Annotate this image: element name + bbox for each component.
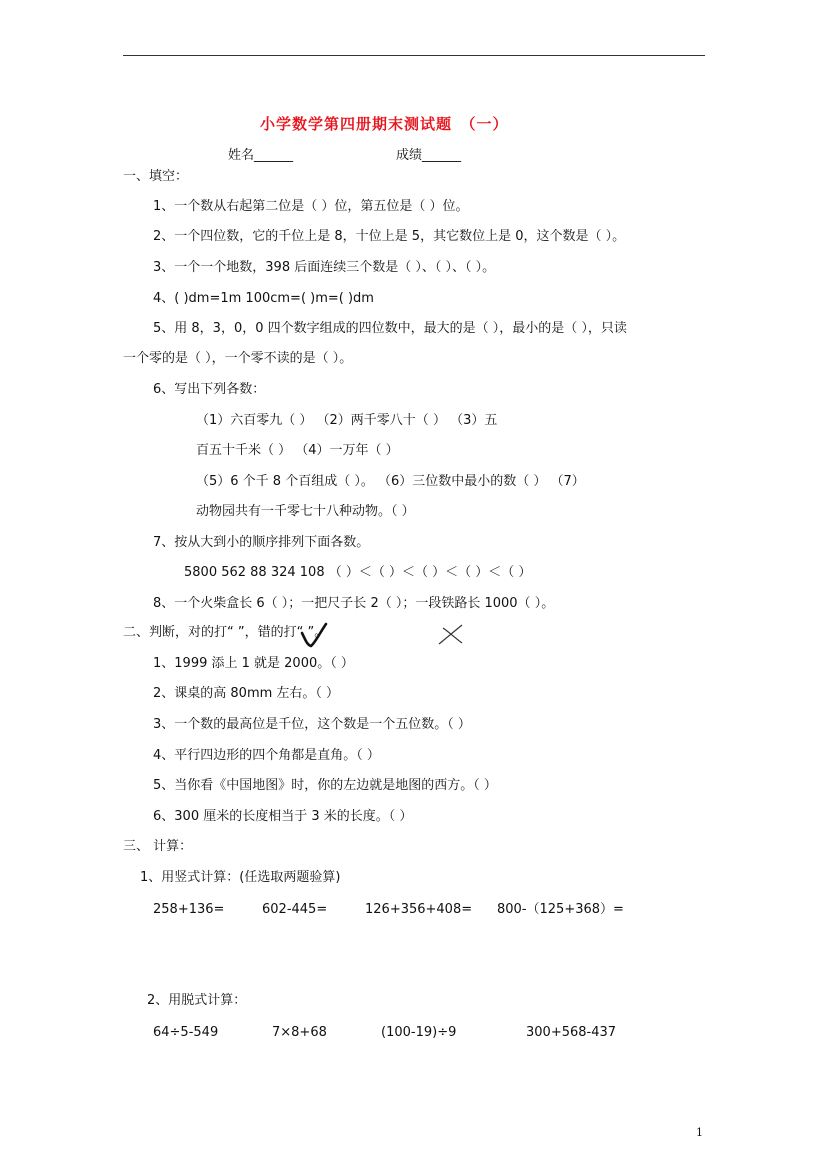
question-2-2: 2、课桌的高 80mm 左右。（ ）	[153, 686, 340, 701]
page-title: 小学数学第四册期末测试题 （一）	[260, 115, 509, 133]
calc-1-b: 602-445=	[262, 902, 328, 917]
calc-2-a: 64÷5-549	[153, 1025, 219, 1040]
section-1-heading: 一、填空：	[123, 169, 189, 184]
question-1-7-numbers: 5800 562 88 324 108 （ ）＜（ ）＜（ ）＜（ ）＜（ ）	[184, 565, 532, 580]
question-1-2: 2、一个四位数，它的千位上是 8，十位上是 5，其它数位上是 0，这个数是（ ）。	[153, 229, 626, 244]
question-2-1: 1、1999 添上 1 就是 2000。（ ）	[153, 656, 354, 671]
section-3-heading: 三、 计算：	[123, 839, 193, 854]
calc-subsection-2: 2、用脱式计算：	[147, 993, 247, 1008]
header-rule	[123, 55, 705, 56]
question-1-6-line4: 动物园共有一千零七十八种动物。（ ）	[196, 504, 415, 519]
question-1-3: 3、一个一个地数，398 后面连续三个数是（ ）、（ ）、（ ）。	[153, 260, 496, 275]
calc-subsection-1: 1、用竖式计算：(任选取两题验算)	[140, 870, 341, 885]
question-1-7: 7、按从大到小的顺序排列下面各数。	[153, 535, 370, 550]
question-1-1: 1、一个数从右起第二位是（ ）位，第五位是（ ）位。	[153, 199, 469, 214]
question-1-6-line2: 百五十千米（ ） （4）一万年（ ）	[196, 443, 399, 458]
question-1-4: 4、( )dm=1m 100cm=( )m=( )dm	[153, 291, 374, 306]
question-1-6-line3: （5）6 个千 8 个百组成（ ）。 （6）三位数中最小的数（ ） （7）	[196, 474, 585, 489]
cross-mark-icon	[437, 622, 465, 646]
question-2-6: 6、300 厘米的长度相当于 3 米的长度。（ ）	[153, 809, 413, 824]
calc-2-d: 300+568-437	[526, 1025, 617, 1040]
question-2-5: 5、当你看《中国地图》时，你的左边就是地图的西方。（ ）	[153, 778, 497, 793]
question-1-8: 8、一个火柴盒长 6（ ）；一把尺子长 2（ ）；一段铁路长 1000（ ）。	[153, 596, 555, 611]
calc-1-c: 126+356+408=	[365, 902, 473, 917]
check-mark-icon	[299, 621, 329, 649]
calc-2-c: (100-19)÷9	[381, 1025, 457, 1040]
question-1-6-line1: （1）六百零九（ ） （2）两千零八十（ ） （3）五	[196, 413, 498, 428]
question-1-5-line1: 5、用 8，3，0，0 四个数字组成的四位数中，最大的是（ ），最小的是（ ），只读	[153, 321, 627, 336]
page-number: 1	[696, 1126, 703, 1139]
question-1-5-line2: 一个零的是（ ），一个零不读的是（ ）。	[123, 351, 353, 366]
question-2-3: 3、一个数的最高位是千位，这个数是一个五位数。（ ）	[153, 717, 471, 732]
question-2-4: 4、平行四边形的四个角都是直角。（ ）	[153, 748, 380, 763]
calc-1-a: 258+136=	[153, 902, 225, 917]
section-2-heading: 二、判断，对的打“ ”，错的打“ ”。	[123, 625, 328, 640]
calc-2-b: 7×8+68	[272, 1025, 327, 1040]
score-field-label: 成绩______	[396, 148, 462, 163]
question-1-6: 6、写出下列各数：	[153, 382, 266, 397]
name-field-label: 姓名______	[228, 148, 294, 163]
calc-1-d: 800-（125+368）=	[497, 902, 624, 917]
